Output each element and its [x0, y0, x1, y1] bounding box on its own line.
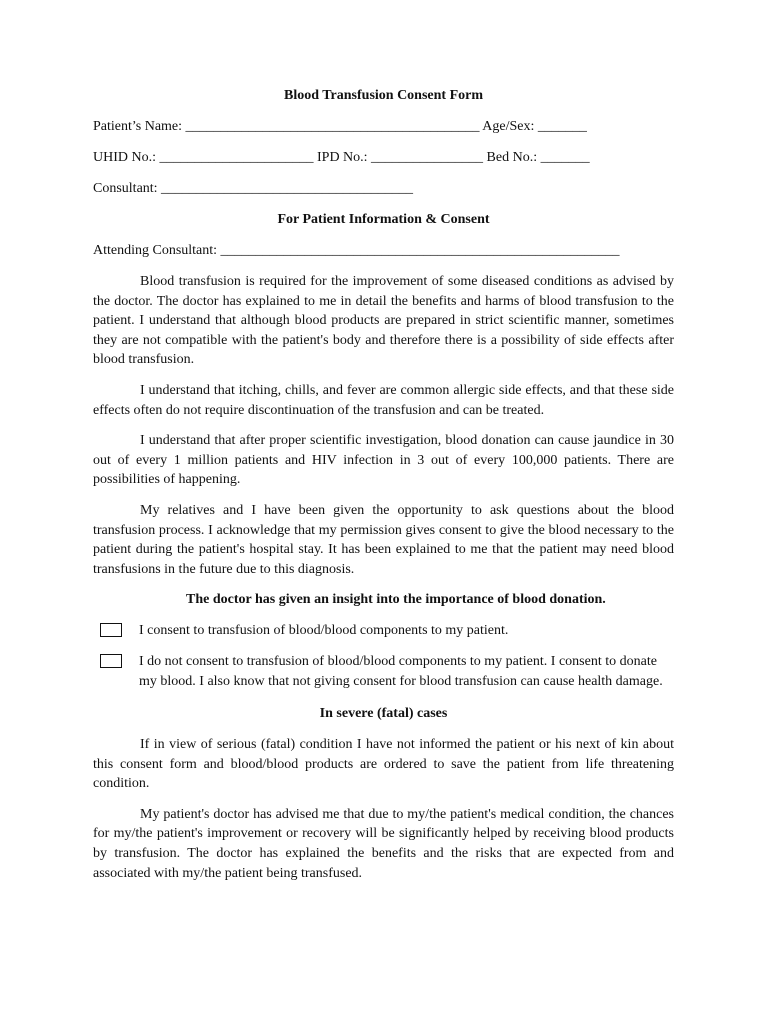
consent-no-label: I do not consent to transfusion of blood/blood components to my patient. I consent to donate my blood. I also know that not giving consent for blood transfusion can cause health damage. — [139, 653, 663, 689]
paragraph-transfusion-required: Blood transfusion is required for the improvement of some diseased conditions as advised by the doctor. The doctor has explained to me in detail the benefits and harms of blood transfusion to the patient. I understand that although blood products are prepared in strict scientific manner, sometimes they are not compatible with the patient's body and therefore there is a possibility of side effects after blood transfusion. — [93, 274, 674, 368]
paragraph-infection-risk: I understand that after proper scientific investigation, blood donation can cause jaundice in 30 out of every 1 million patients and HIV infection in 3 out of every 100,000 patients. There are possibilities of happening. — [93, 433, 674, 488]
paragraph-questions-acknowledgement: My relatives and I have been given the opportunity to ask questions about the blood transfusion process. I acknowledge that my permission gives consent to give the blood necessary to the patient during the patient's hospital stay. It has been explained to me that the patient may need blood transfusions in the future due to this diagnosis. — [93, 502, 674, 577]
patient-name-age-sex-field[interactable]: Patient’s Name: __________________________________________ Age/Sex: _______ — [93, 119, 587, 134]
consultant-field[interactable]: Consultant: ____________________________________ — [93, 181, 414, 196]
consent-option-yes — [93, 621, 674, 641]
consent-yes-checkbox[interactable] — [100, 623, 122, 637]
consent-no-checkbox[interactable] — [100, 654, 122, 668]
paragraph-side-effects: I understand that itching, chills, and fever are common allergic side effects, and that these side effects often do not require discontinuation of the transfusion and can be treated. — [93, 382, 674, 418]
uhid-ipd-bed-field[interactable]: UHID No.: ______________________ IPD No.: ________________ Bed No.: _______ — [93, 150, 590, 165]
consent-yes-label: I consent to transfusion of blood/blood components to my patient. — [139, 623, 509, 639]
paragraph-doctor-advice: My patient's doctor has advised me that due to my/the patient's medical condition, the chances for my/the patient's improvement or recovery will be significantly helped by receiving blood products by transfusion. The doctor has explained the benefits and the risks that are expected from and associated with my/the patient being transfused. — [93, 806, 674, 881]
paragraph-fatal-condition: If in view of serious (fatal) condition I have not informed the patient or his next of kin about this consent form and blood/blood products are ordered to save the patient from life threatening condition. — [93, 737, 674, 792]
attending-consultant-field[interactable]: Attending Consultant: _________________________________________________________ — [93, 243, 620, 258]
consent-option-no — [93, 652, 674, 691]
insight-statement: The doctor has given an insight into the importance of blood donation. — [186, 592, 606, 608]
severe-cases-heading: In severe (fatal) cases — [319, 706, 448, 722]
consent-form-page — [93, 86, 674, 883]
form-title: Blood Transfusion Consent Form — [283, 88, 483, 103]
patient-info-consent-heading: For Patient Information & Consent — [277, 212, 490, 227]
